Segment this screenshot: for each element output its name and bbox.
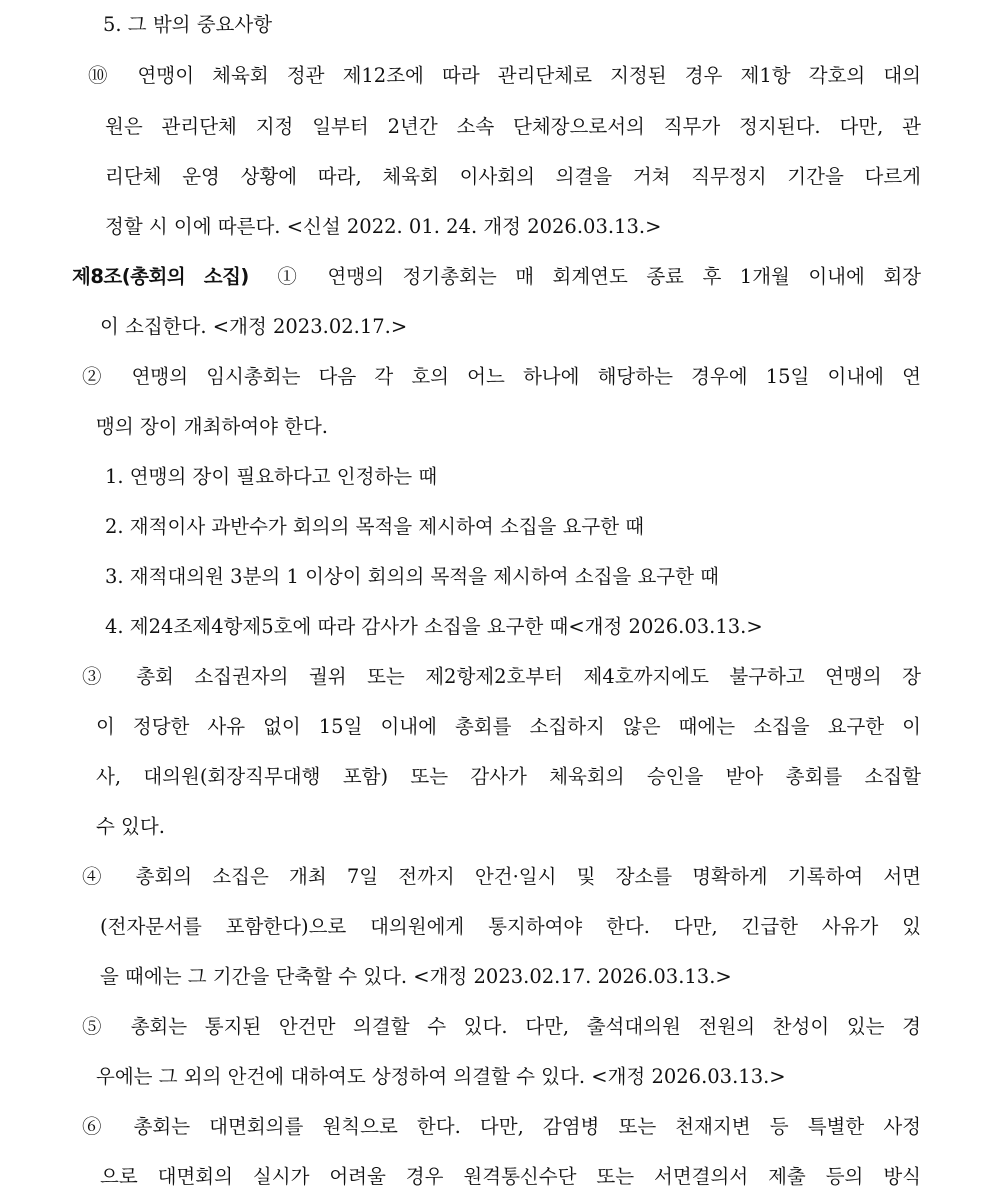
para-3-line-4: 수 있다.: [96, 815, 165, 838]
para-1-line-2: 이 소집한다. <개정 2023.02.17.>: [100, 315, 408, 338]
para-10-line-4: 정할 시 이에 따른다. <신설 2022. 01. 24. 개정 2026.03.13.>: [105, 215, 662, 238]
para-10-line-3: 리단체 운영 상황에 따라, 체육회 이사회의 의결을 거쳐 직무정지 기간을 다르게: [105, 165, 921, 188]
para-10-line-1: ⑩ 연맹이 체육회 정관 제12조에 따라 관리단체로 지정된 경우 제1항 각호의 대의: [88, 64, 921, 87]
para-5-line-2: 우에는 그 외의 안건에 대하여도 상정하여 의결할 수 있다. <개정 2026.03.13.>: [96, 1065, 786, 1088]
article-8-title: 제8조(총회의 소집): [72, 265, 249, 288]
para-3-line-2: 이 정당한 사유 없이 15일 이내에 총회를 소집하지 않은 때에는 소집을 요구한 이: [96, 715, 921, 738]
para-6-line-2: 으로 대면회의 실시가 어려울 경우 원격통신수단 또는 서면결의서 제출 등의 방식: [100, 1165, 921, 1188]
para-2-item-2: 2. 재적이사 과반수가 회의의 목적을 제시하여 소집을 요구한 때: [105, 515, 645, 538]
article-8-first-line: [72, 261, 921, 293]
para-6-line-1: ⑥ 총회는 대면회의를 원칙으로 한다. 다만, 감염병 또는 천재지변 등 특별한 사정: [82, 1115, 921, 1138]
para-1-line-1: ① 연맹의 정기총회는 매 회계연도 종료 후 1개월 이내에 회장: [277, 265, 921, 288]
para-4-line-1: ④ 총회의 소집은 개최 7일 전까지 안건·일시 및 장소를 명확하게 기록하여 서면: [82, 865, 921, 888]
para-3-line-3: 사, 대의원(회장직무대행 포함) 또는 감사가 체육회의 승인을 받아 총회를 소집할: [96, 765, 921, 788]
para-2-item-3: 3. 재적대의원 3분의 1 이상이 회의의 목적을 제시하여 소집을 요구한 때: [105, 565, 720, 588]
para-4-line-2: (전자문서를 포함한다)으로 대의원에게 통지하여야 한다. 다만, 긴급한 사유가 있: [100, 915, 921, 938]
para-2-item-1: 1. 연맹의 장이 필요하다고 인정하는 때: [105, 465, 438, 488]
para-2-line-1: ② 연맹의 임시총회는 다음 각 호의 어느 하나에 해당하는 경우에 15일 이내에 연: [82, 365, 921, 388]
para-10-line-2: 원은 관리단체 지정 일부터 2년간 소속 단체장으로서의 직무가 정지된다. 다만, 관: [105, 115, 921, 138]
para-4-line-3: 을 때에는 그 기간을 단축할 수 있다. <개정 2023.02.17. 2026.03.13.>: [100, 965, 732, 988]
item-5: 5. 그 밖의 중요사항: [103, 13, 273, 36]
para-3-line-1: ③ 총회 소집권자의 궐위 또는 제2항제2호부터 제4호까지에도 불구하고 연맹의 장: [82, 665, 921, 688]
para-2-line-2: 맹의 장이 개최하여야 한다.: [96, 415, 329, 438]
para-2-item-4: 4. 제24조제4항제5호에 따라 감사가 소집을 요구한 때<개정 2026.03.13.>: [105, 615, 763, 638]
para-5-line-1: ⑤ 총회는 통지된 안건만 의결할 수 있다. 다만, 출석대의원 전원의 찬성이 있는 경: [82, 1015, 921, 1038]
